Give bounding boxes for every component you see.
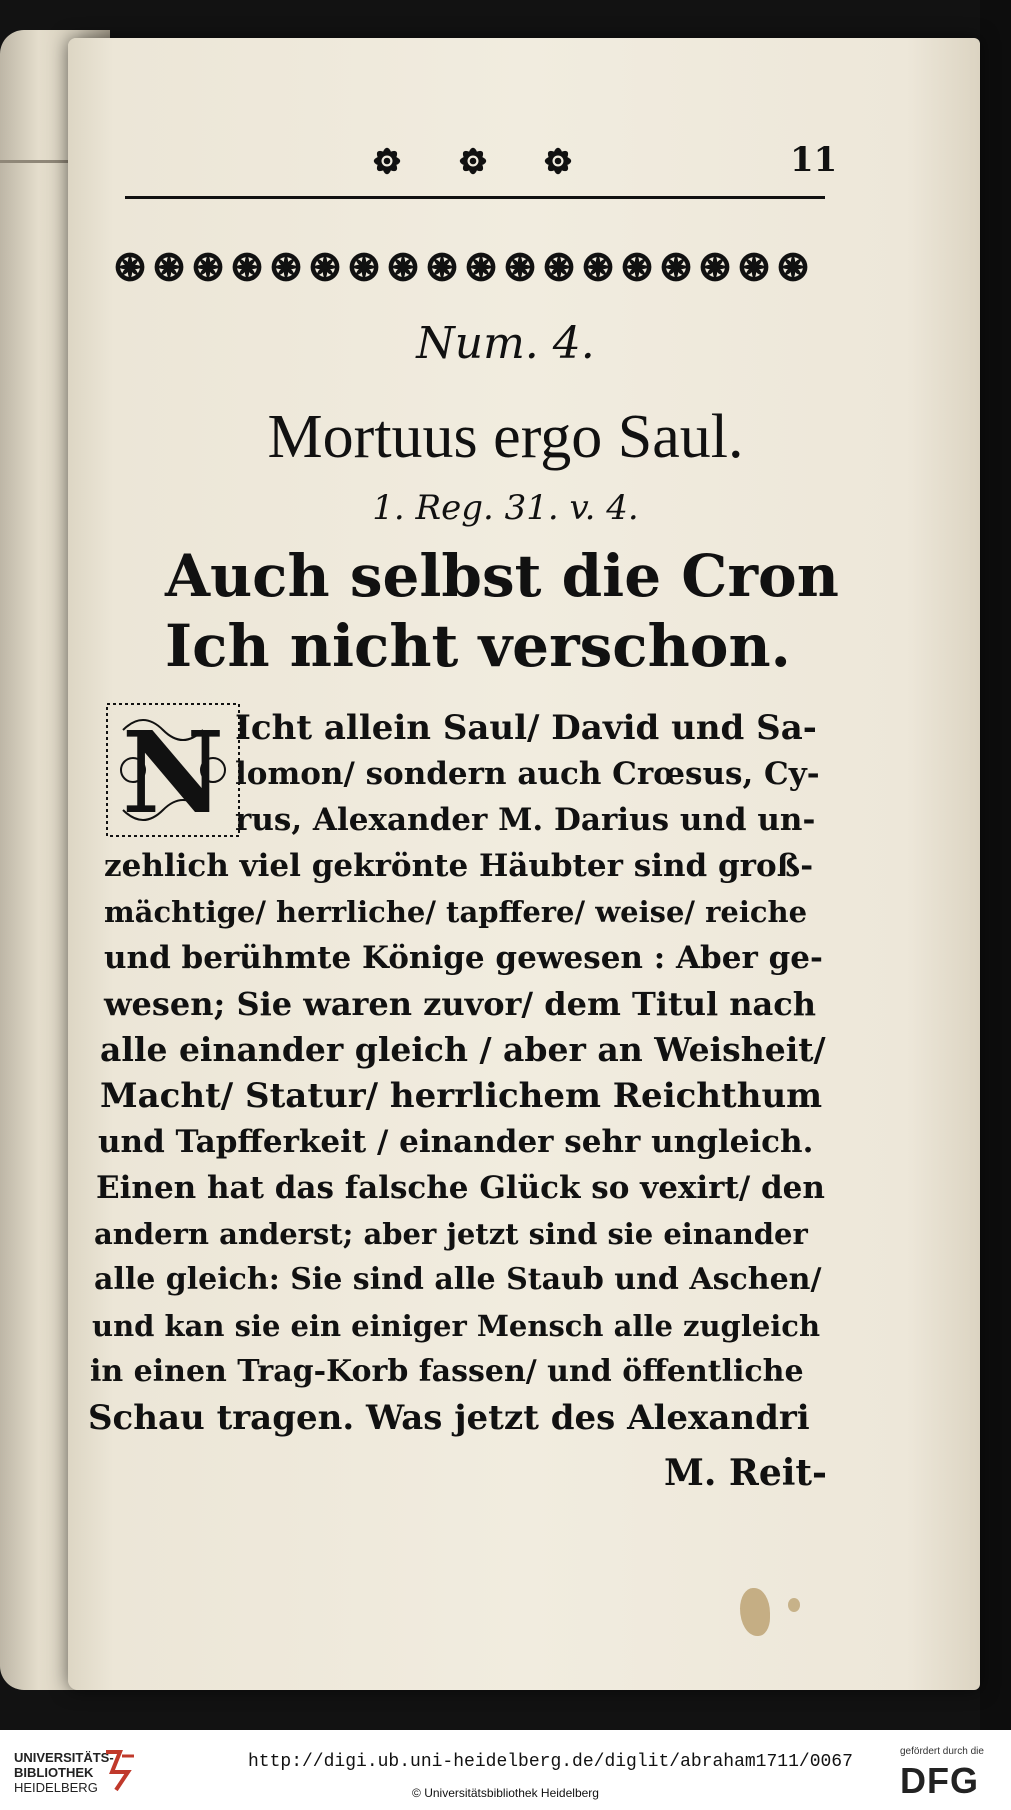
flower-ornament-icon <box>365 139 409 183</box>
rosette-ornament-icon <box>502 247 538 287</box>
rosette-ornament-icon <box>736 247 772 287</box>
header-rule <box>125 196 825 199</box>
rosette-ornament-icon <box>151 247 187 287</box>
body-line: und Tapfferkeit / einander sehr ungleich. <box>98 1124 814 1160</box>
header-ornaments <box>365 138 580 184</box>
rosette-ornament-icon <box>463 247 499 287</box>
funding-note: gefördert durch die <box>900 1746 984 1757</box>
body-line: andern anderst; aber jetzt sind sie einander <box>94 1217 808 1251</box>
flower-ornament-icon <box>536 139 580 183</box>
rosette-ornament-icon <box>268 247 304 287</box>
decorated-initial <box>103 700 243 840</box>
catchword: M. Reit- <box>664 1452 827 1494</box>
flower-ornament-icon <box>451 139 495 183</box>
library-name-line: BIBLIOTHEK <box>14 1765 94 1780</box>
copyright-notice: © Universitätsbibliothek Heidelberg <box>412 1786 599 1800</box>
body-line: lomon/ sondern auch Crœsus, Cy- <box>235 756 820 792</box>
body-line: alle einander gleich / aber an Weisheit/ <box>100 1030 826 1069</box>
body-line: zehlich viel gekrönte Häubter sind groß- <box>104 848 814 884</box>
library-name-line: UNIVERSITÄTS- <box>14 1750 114 1765</box>
rosette-ornament-icon <box>580 247 616 287</box>
body-line: Schau tragen. Was jetzt des Alexandri <box>88 1398 810 1438</box>
motto-line: Auch selbst die Cron <box>165 542 839 610</box>
page-number: 11 <box>790 140 838 180</box>
rosette-ornament-icon <box>190 247 226 287</box>
rosette-ornament-icon <box>307 247 343 287</box>
body-line: rus, Alexander M. Darius und un- <box>235 802 816 838</box>
rosette-ornament-icon <box>619 247 655 287</box>
body-line: Macht/ Statur/ herrlichem Reichthum <box>100 1076 823 1116</box>
rosette-ornament-icon <box>658 247 694 287</box>
body-line: wesen; Sie waren zuvor/ dem Titul nach <box>104 985 817 1023</box>
rosette-ornament-icon <box>112 247 148 287</box>
rosette-ornament-icon <box>229 247 265 287</box>
background-strip <box>980 0 1011 1730</box>
ornamental-band <box>112 244 832 290</box>
body-line: in einen Trag-Korb fassen/ und öffentliche <box>90 1354 804 1389</box>
motto-line: Ich nicht verschon. <box>165 612 791 680</box>
rosette-ornament-icon <box>697 247 733 287</box>
body-line: mächtige/ herrliche/ tapffere/ weise/ reiche <box>104 895 808 929</box>
body-line: Icht allein Saul/ David und Sa- <box>235 708 817 748</box>
rosette-ornament-icon <box>541 247 577 287</box>
paper-stain <box>788 1598 800 1612</box>
body-line: und berühmte Könige gewesen : Aber ge- <box>104 940 823 976</box>
permalink[interactable]: http://digi.ub.uni-heidelberg.de/diglit/abraham1711/0067 <box>248 1752 853 1772</box>
library-name-line: HEIDELBERG <box>14 1780 98 1795</box>
rosette-ornament-icon <box>385 247 421 287</box>
rosette-ornament-icon <box>346 247 382 287</box>
body-line: Einen hat das falsche Glück so vexirt/ den <box>96 1170 825 1206</box>
rosette-ornament-icon <box>775 247 811 287</box>
viewer-footer <box>0 1730 1011 1810</box>
dfg-logo[interactable]: DFG <box>900 1760 979 1801</box>
initial-letter: N <box>121 708 225 839</box>
latin-title: Mortuus ergo Saul. <box>267 403 744 471</box>
body-line: alle gleich: Sie sind alle Staub und Aschen/ <box>94 1262 822 1297</box>
body-line: und kan sie ein einiger Mensch alle zugleich <box>92 1309 821 1343</box>
rosette-ornament-icon <box>424 247 460 287</box>
section-number: Num. 4. <box>416 318 595 369</box>
bible-reference: 1. Reg. 31. v. 4. <box>372 488 639 528</box>
